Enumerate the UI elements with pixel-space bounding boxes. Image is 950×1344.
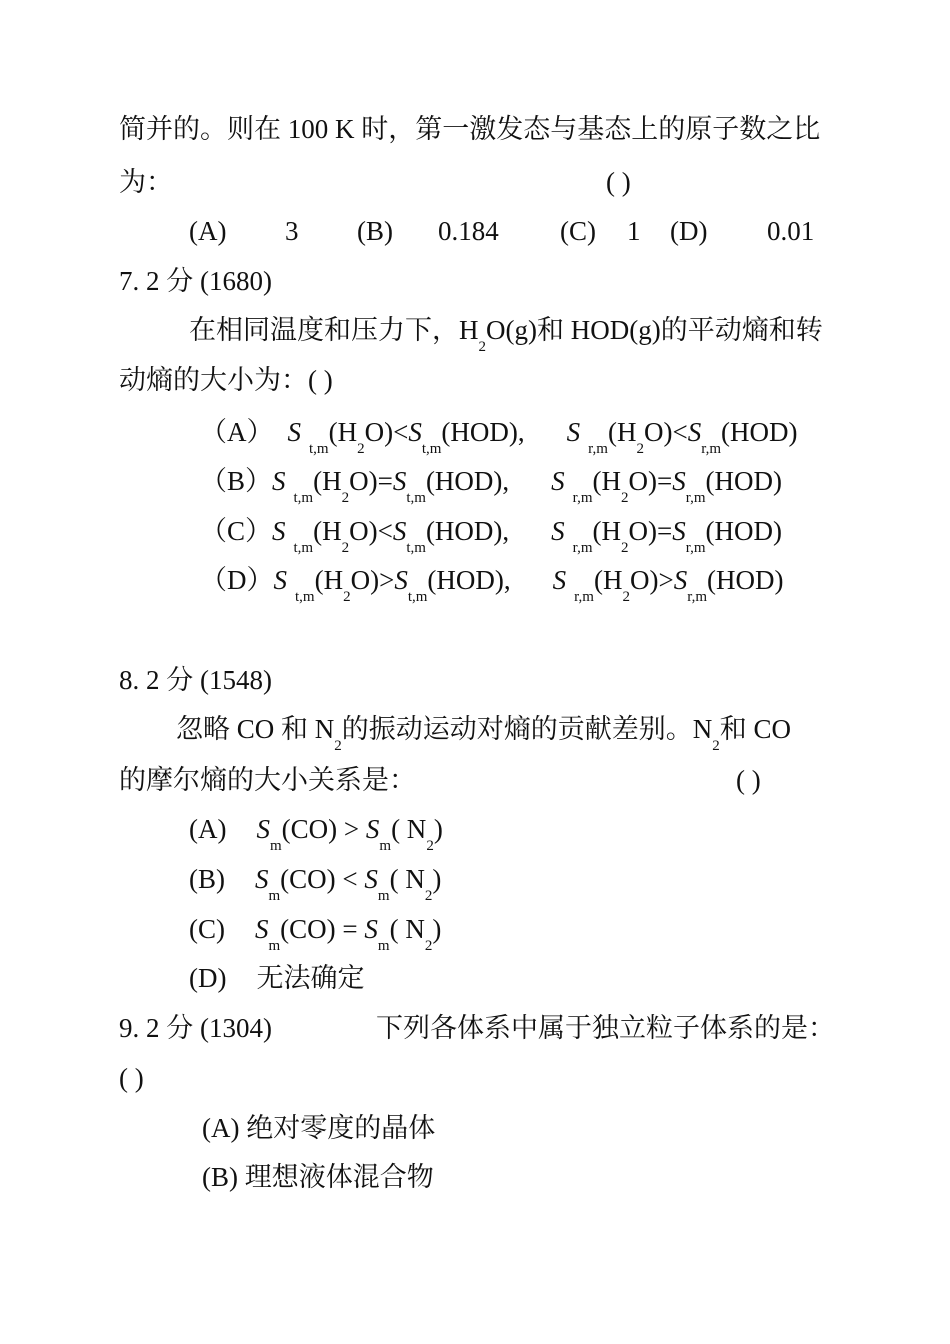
- q7-option-d: $(D)S_{t,m}(H_2O)>S_{t,m}(HOD)$, $S_{r,m}(H_2O)>S_{r,m}(HOD)$: [200, 565, 784, 605]
- q6-option-b-value: 0.184: [438, 216, 499, 246]
- q9-stem: 下列各体系中属于独立粒子体系的是：: [376, 1013, 835, 1043]
- q6-option-a-label: (A): [189, 216, 227, 246]
- q8-stem-line2: 的摩尔熵的大小关系是：: [119, 765, 416, 795]
- q8-option-d: (D) 无法确定: [189, 963, 365, 993]
- q6-answer-paren: ( ): [606, 167, 631, 197]
- q8-answer-paren: ( ): [736, 765, 761, 795]
- q8-option-c: (C) $S_m(CO) = S_m$( $N_2$): [189, 914, 442, 954]
- q6-option-d-value: 0.01: [767, 216, 815, 246]
- q9-option-a: (A) 绝对零度的晶体: [202, 1113, 436, 1143]
- q7-option-b: $(B)S_{t,m}(H_2O)=S_{t,m}(HOD)$, $S_{r,m}(H_2O)=S_{r,m}(HOD)$: [200, 466, 783, 506]
- q8-option-a: (A) $S_m(CO) > S_m$( $N_2$): [189, 814, 443, 854]
- q6-option-c-label: (C): [560, 216, 596, 246]
- q6-option-a-value: 3: [285, 216, 299, 246]
- q6-option-c-value: 1: [627, 216, 641, 246]
- q7-option-c: $(C)S_{t,m}(H_2O)<S_{t,m}(HOD)$, $S_{r,m}(H_2O)=S_{r,m}(HOD)$: [200, 516, 783, 556]
- q6-option-d-label: (D): [670, 216, 708, 246]
- q6-stem-line2: 为：: [119, 167, 173, 197]
- q8-header: 8. 2 分 (1548): [119, 665, 272, 695]
- q7-option-a: （A） $S_{t,m}(H_2O)<S_{t,m}(HOD)$, $S_{r,m}(H_2O)<S_{r,m}(HOD)$: [200, 417, 798, 457]
- q9-header: 9. 2 分 (1304): [119, 1013, 272, 1043]
- q6-option-b-label: (B): [357, 216, 393, 246]
- q7-header: 7. 2 分 (1680): [119, 266, 272, 296]
- q9-option-b: (B) 理想液体混合物: [202, 1162, 434, 1192]
- q7-stem-line2: 动熵的大小为：( ): [119, 365, 333, 395]
- q9-answer-paren: ( ): [119, 1063, 144, 1093]
- q7-stem-line1: 在相同温度和压力下，$H_2O(g)$和 HOD(g)的平动熵和转: [189, 315, 823, 355]
- q8-option-b: (B) $S_m(CO) < S_m$( $N_2$): [189, 864, 442, 904]
- q8-stem-line1: 忽略 CO 和 $N_2$的振动运动对熵的贡献差别。$N_2$和 CO: [176, 714, 792, 754]
- q6-stem-line1: 简并的。则在 100 K 时，第一激发态与基态上的原子数之比: [119, 114, 821, 144]
